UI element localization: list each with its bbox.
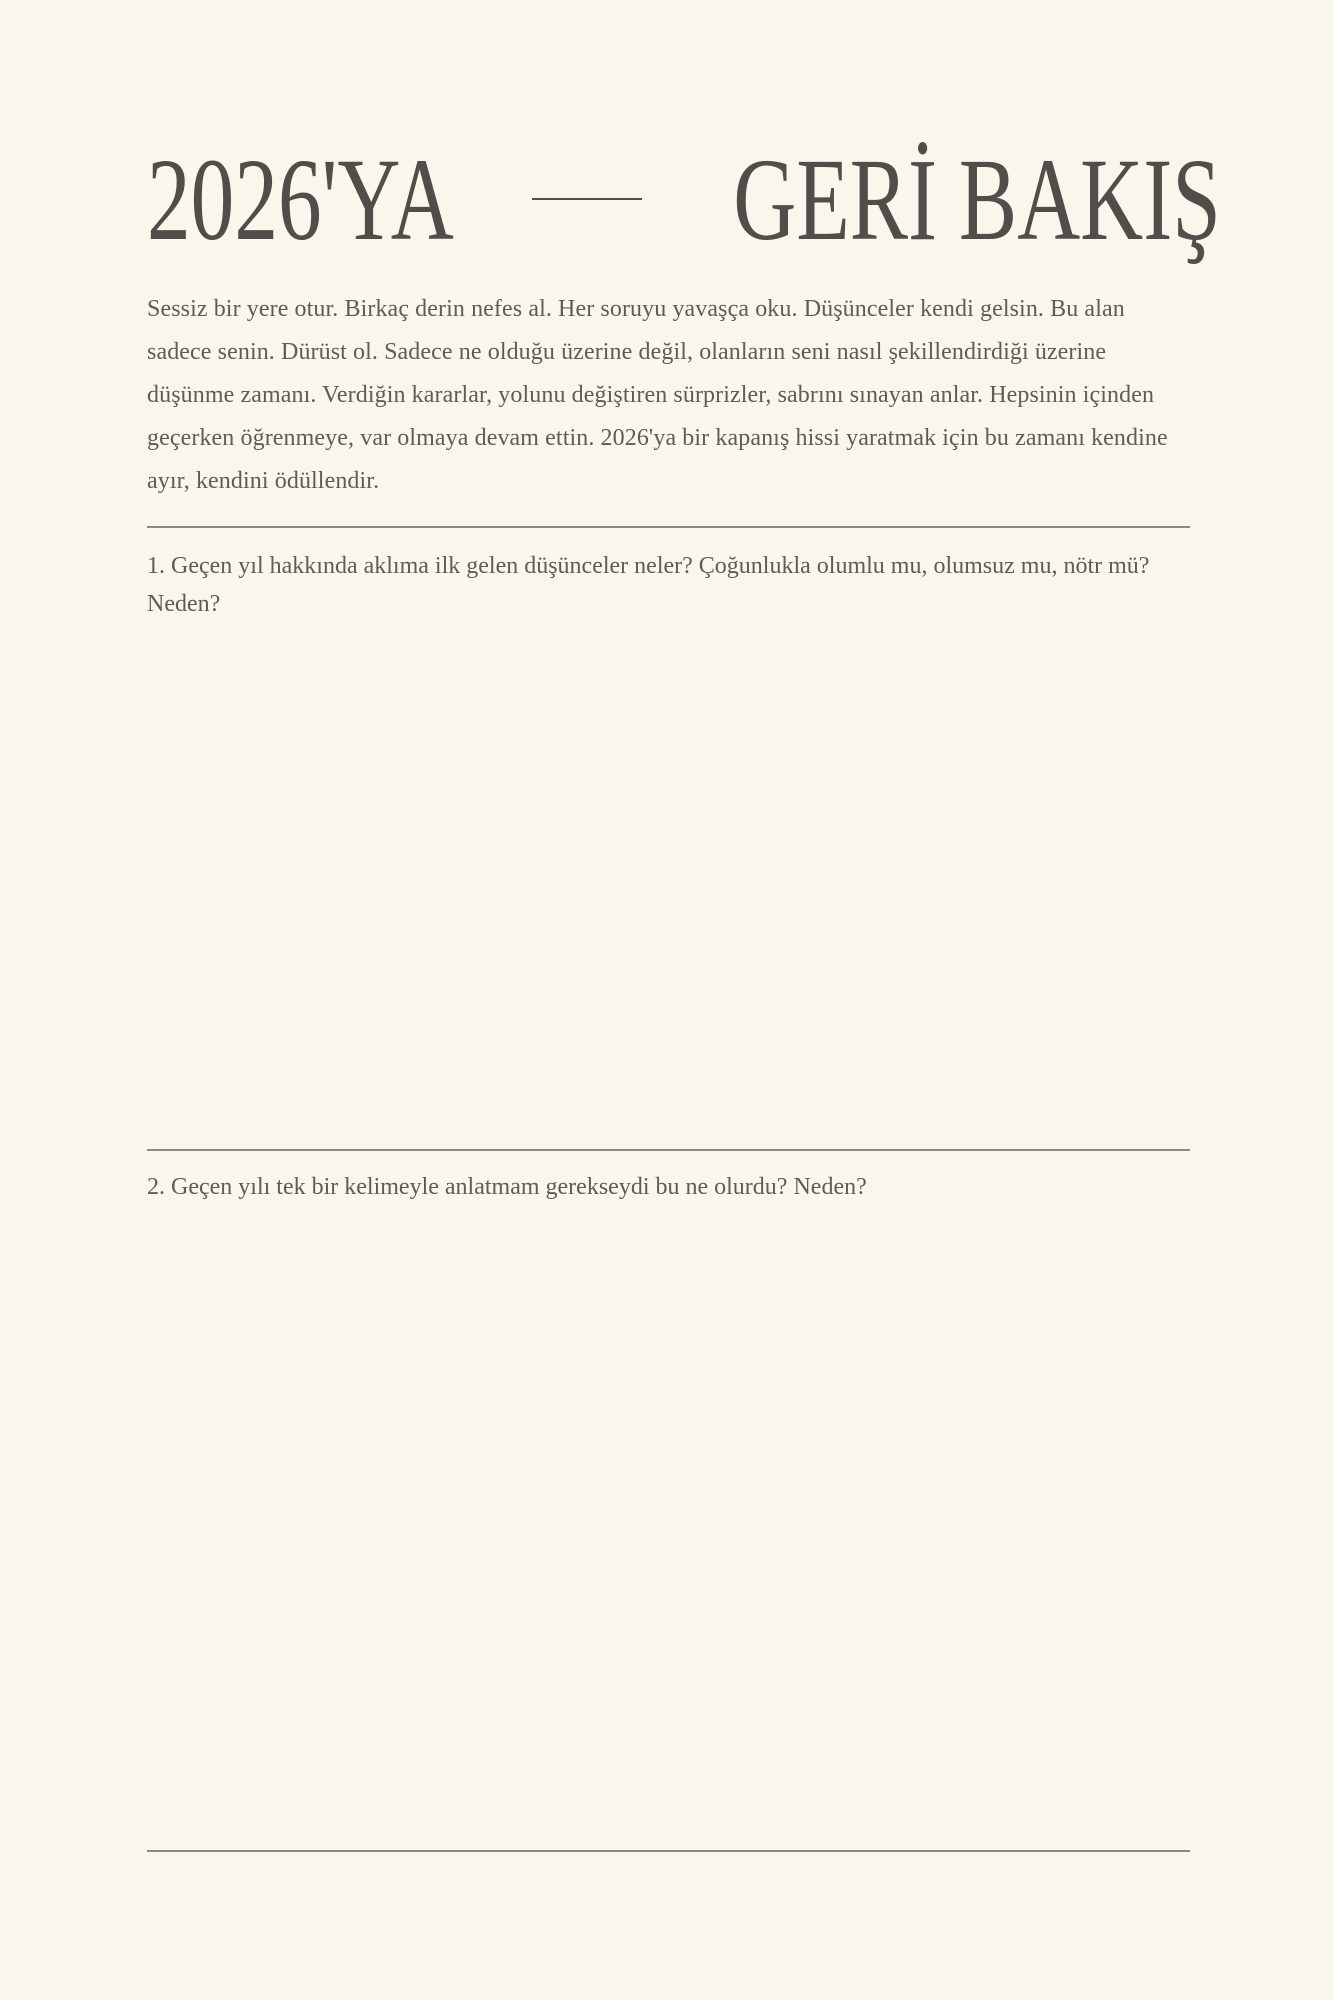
title-year: 2026'YA [147,134,454,265]
question-2: 2. Geçen yılı tek bir kelimeyle anlatmam gerekseydi bu ne olurdu? Neden? [147,1174,867,1200]
title-dash-divider [532,198,642,200]
section-divider-3 [147,1850,1190,1852]
journal-page [147,0,1221,2000]
intro-paragraph: Sessiz bir yere otur. Birkaç derin nefes al. Her soruyu yavaşça oku. Düşünceler kendi gelsin. Bu alan sadece senin. Dürüst ol. Sadece ne olduğu üzerine değil, olanların seni nasıl şekillendirdiği üzerine düşünme zamanı. Verdiğin kararlar, yolunu değiştiren sürprizler, sabrını sınayan anlar. Hepsinin içinden geçerken öğrenmeye, var olmaya devam ettin. 2026'ya bir kapanış hissi yaratmak için bu zamanı kendine ayır, kendini ödüllendir. [147,296,1168,494]
question-1: 1. Geçen yıl hakkında aklıma ilk gelen düşünceler neler? Çoğunlukla olumlu mu, olumsuz mu, nötr mü? Neden? [147,553,1150,617]
section-divider-1 [147,526,1190,528]
title-heading: GERİ BAKIŞ [732,134,1221,265]
section-divider-2 [147,1149,1190,1151]
page-title [147,134,1221,265]
